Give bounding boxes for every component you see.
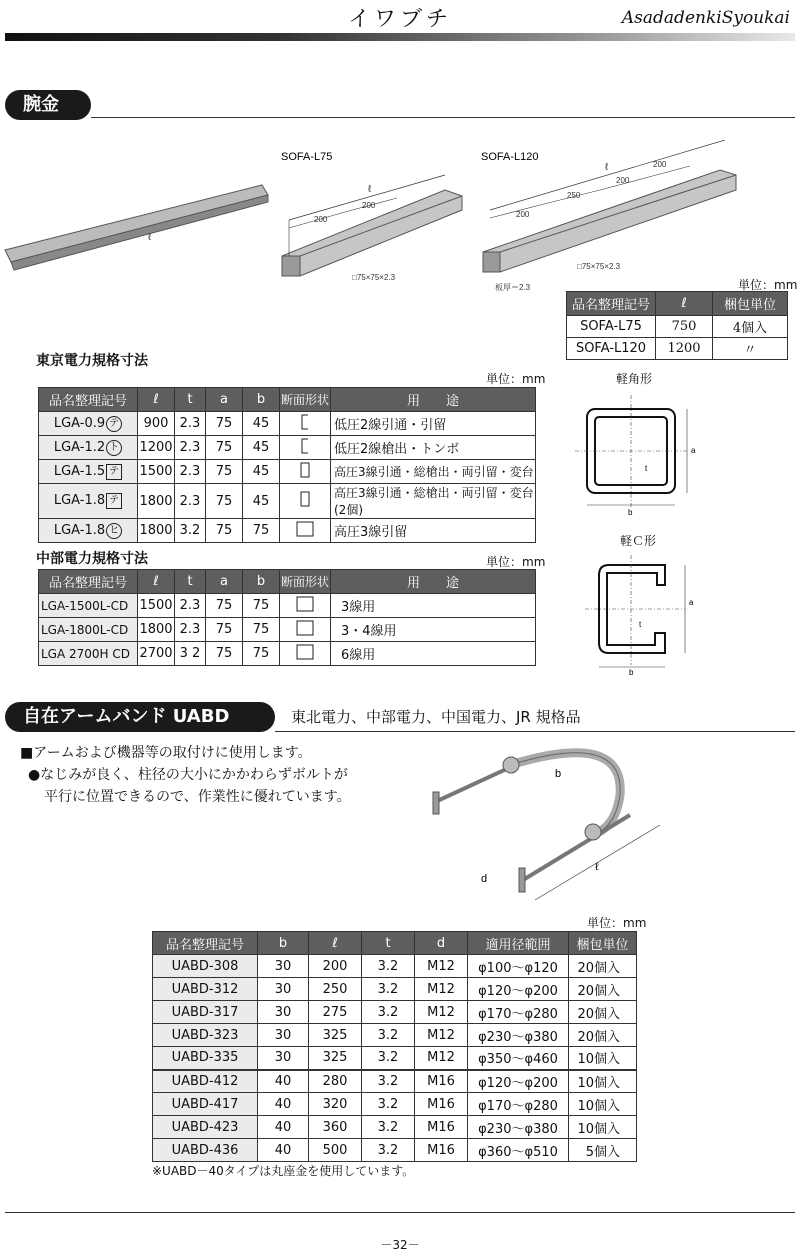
cell-col-1: 30	[258, 955, 309, 978]
cell-col-2: 275	[309, 1001, 362, 1024]
cell-l: 2700	[138, 642, 175, 666]
section-shape-icon	[294, 520, 316, 538]
cell-col-4: M16	[415, 1116, 468, 1139]
cell-t: 3.2	[175, 519, 206, 543]
cell-col-2: 325	[309, 1047, 362, 1070]
sofa-table	[566, 291, 788, 360]
square-section-diagram	[575, 395, 705, 525]
arm-band-illustration	[415, 740, 665, 915]
sofa-unit: 単位：mm	[738, 278, 798, 292]
cell-col-1: 30	[258, 978, 309, 1001]
svg-text:ℓ: ℓ	[148, 232, 152, 243]
cell-code: SOFA-L75	[567, 316, 656, 338]
table-row	[39, 642, 536, 666]
cell-col-3: 3.2	[362, 1047, 415, 1070]
cell-col-4: M12	[415, 955, 468, 978]
col-header: 品名整理記号	[39, 388, 138, 412]
cell-col-6: 5個入	[569, 1139, 637, 1162]
chubu-table	[38, 569, 536, 666]
cell-use: 3線用	[331, 594, 536, 618]
col-header: 品名整理記号	[567, 292, 656, 316]
svg-text:200: 200	[516, 210, 530, 219]
col-header: 梱包単位	[713, 292, 788, 316]
cell-col-5: φ170～φ280	[468, 1093, 569, 1116]
cell-col-2: 500	[309, 1139, 362, 1162]
cell-code: LGA 2700H CD	[39, 642, 138, 666]
cell-a: 75	[206, 594, 243, 618]
cell-a: 75	[206, 412, 243, 436]
dim-200-a: 200	[314, 215, 328, 224]
svg-text:t: t	[639, 620, 642, 629]
section-shape-icon	[294, 619, 316, 637]
label-sofa-l120: SOFA-L120	[481, 151, 539, 163]
cell-shape	[280, 484, 331, 519]
cell-b: 45	[243, 412, 280, 436]
cell-t: 2.3	[175, 436, 206, 460]
code-text: LGA-1.8	[53, 493, 106, 508]
cell-code	[39, 519, 138, 543]
tokyo-table	[38, 387, 536, 543]
arm-bar-illustration	[5, 185, 268, 270]
cell-l: 1500	[138, 594, 175, 618]
cell-t: 2.3	[175, 412, 206, 436]
cell-code	[39, 436, 138, 460]
table-row	[153, 1093, 637, 1116]
cell-col-5: φ350～φ460	[468, 1047, 569, 1070]
uabd-table	[152, 931, 637, 1162]
sofa-l75-illustration	[282, 175, 462, 282]
product-figures	[0, 140, 800, 300]
c-section-diagram	[585, 555, 705, 675]
cell-col-1: 40	[258, 1139, 309, 1162]
cell-a: 75	[206, 642, 243, 666]
col-header: b	[243, 388, 280, 412]
col-header: 品名整理記号	[153, 932, 258, 955]
tokyo-unit: 単位：mm	[486, 372, 546, 386]
footer-rule	[5, 1212, 795, 1213]
cell-use: 高圧3線引通・総槍出・両引留・変台(2個)	[331, 484, 536, 519]
col-header: b	[258, 932, 309, 955]
code-text: LGA-1.2	[53, 439, 106, 455]
cell-col-6: 10個入	[569, 1047, 637, 1070]
header-bar	[5, 33, 795, 41]
cell-col-1: 30	[258, 1047, 309, 1070]
table-row	[153, 1116, 637, 1139]
col-header: 用 途	[331, 570, 536, 594]
cell-b: 75	[243, 594, 280, 618]
cell-col-1: 40	[258, 1093, 309, 1116]
cell-b: 75	[243, 618, 280, 642]
cell-col-6: 20個入	[569, 1001, 637, 1024]
cell-shape	[280, 519, 331, 543]
cell-col-4: M16	[415, 1093, 468, 1116]
code-text: LGA-1.8	[53, 522, 106, 538]
cell-shape	[280, 412, 331, 436]
cell-use: 6線用	[331, 642, 536, 666]
note-line-3: 平行に位置できるので、作業性に優れています。	[44, 789, 351, 805]
svg-text:ℓ: ℓ	[595, 861, 599, 873]
svg-text:200: 200	[653, 160, 667, 169]
brand-name: AsadadenkiSyoukai	[621, 8, 790, 28]
cell-col-6: 20個入	[569, 1024, 637, 1047]
col-header: b	[243, 570, 280, 594]
cell-col-5: φ120～φ200	[468, 978, 569, 1001]
cell-col-4: M12	[415, 1001, 468, 1024]
cell-shape	[280, 460, 331, 484]
cell-b: 75	[243, 642, 280, 666]
c-shape-title: 軽Ｃ形	[620, 534, 657, 548]
cell-col-2: 360	[309, 1116, 362, 1139]
cell-t: 2.3	[175, 484, 206, 519]
cell-col-1: 30	[258, 1024, 309, 1047]
cell-col-4: M12	[415, 978, 468, 1001]
cell-t: 2.3	[175, 594, 206, 618]
code-mark: テ	[106, 464, 122, 480]
section-shape-icon	[294, 643, 316, 661]
col-header: t	[362, 932, 415, 955]
table-row	[153, 1024, 637, 1047]
cell-use: 3・4線用	[331, 618, 536, 642]
cell-t: 2.3	[175, 460, 206, 484]
col-header: ℓ	[138, 570, 175, 594]
cell-col-3: 3.2	[362, 1070, 415, 1093]
section-rule	[275, 731, 795, 732]
cell-code	[39, 484, 138, 519]
table-row	[39, 519, 536, 543]
cell-col-3: 3.2	[362, 978, 415, 1001]
table-row	[153, 1001, 637, 1024]
tokyo-title: 東京電力規格寸法	[36, 353, 148, 369]
table-row	[39, 594, 536, 618]
cell-a: 75	[206, 519, 243, 543]
cell-use: 高圧3線引通・総槍出・両引留・変台	[331, 460, 536, 484]
table-row	[567, 338, 788, 360]
cell-shape	[280, 618, 331, 642]
col-header: 品名整理記号	[39, 570, 138, 594]
section-heading-uabd: 自在アームバンド UABD	[5, 702, 275, 732]
cell-col-0: UABD-423	[153, 1116, 258, 1139]
table-row	[39, 618, 536, 642]
cell-use: 低圧2線引通・引留	[331, 412, 536, 436]
cell-col-0: UABD-412	[153, 1070, 258, 1093]
cell-l: 1200	[656, 338, 713, 360]
cell-col-4: M12	[415, 1047, 468, 1070]
svg-text:d: d	[481, 873, 488, 885]
col-header: ℓ	[138, 388, 175, 412]
uabd-footnote: ※UABD－40タイプは丸座金を使用しています。	[152, 1164, 415, 1178]
cell-col-3: 3.2	[362, 955, 415, 978]
svg-text:b: b	[628, 508, 633, 517]
cell-b: 45	[243, 484, 280, 519]
cell-col-0: UABD-335	[153, 1047, 258, 1070]
col-header: ℓ	[656, 292, 713, 316]
cell-l: 1500	[138, 460, 175, 484]
table-row	[153, 978, 637, 1001]
cell-col-6: 20個入	[569, 955, 637, 978]
cell-a: 75	[206, 436, 243, 460]
code-mark: ト	[106, 440, 122, 456]
cell-col-3: 3.2	[362, 1001, 415, 1024]
cell-col-4: M12	[415, 1024, 468, 1047]
cell-t: 2.3	[175, 618, 206, 642]
svg-text:ℓ: ℓ	[605, 162, 609, 173]
col-header: 梱包単位	[569, 932, 637, 955]
cell-col-1: 30	[258, 1001, 309, 1024]
cell-col-3: 3.2	[362, 1093, 415, 1116]
cell-col-1: 40	[258, 1070, 309, 1093]
svg-text:□75×75×2.3: □75×75×2.3	[577, 262, 621, 271]
cell-col-6: 10個入	[569, 1070, 637, 1093]
cell-col-3: 3.2	[362, 1024, 415, 1047]
code-text: LGA-1.5	[53, 463, 106, 479]
cell-use: 高圧3線引留	[331, 519, 536, 543]
cell-col-5: φ360～φ510	[468, 1139, 569, 1162]
col-header: 適用径範囲	[468, 932, 569, 955]
cell-col-2: 250	[309, 978, 362, 1001]
svg-text:250: 250	[567, 191, 581, 200]
cell-col-3: 3.2	[362, 1139, 415, 1162]
col-header: 用 途	[331, 388, 536, 412]
cell-col-5: φ170～φ280	[468, 1001, 569, 1024]
cell-code	[39, 460, 138, 484]
code-text: LGA-0.9	[53, 415, 106, 431]
label-sofa-l75: SOFA-L75	[281, 151, 333, 163]
cell-b: 45	[243, 436, 280, 460]
col-header: a	[206, 570, 243, 594]
section-shape-icon	[294, 490, 316, 508]
code-mark: テ	[106, 493, 122, 509]
table-row	[567, 316, 788, 338]
svg-text:a: a	[689, 598, 694, 607]
col-header: t	[175, 388, 206, 412]
page-number: －32－	[380, 1238, 420, 1252]
cell-l: 1800	[138, 519, 175, 543]
cell-col-5: φ100～φ120	[468, 955, 569, 978]
cell-a: 75	[206, 484, 243, 519]
cell-col-4: M16	[415, 1139, 468, 1162]
note-line-2: ●なじみが良く、柱径の大小にかかわらずボルトが	[28, 767, 348, 783]
cell-shape	[280, 642, 331, 666]
svg-text:t: t	[645, 464, 648, 473]
cell-code: LGA-1800L-CD	[39, 618, 138, 642]
square-shape-title: 軽角形	[616, 372, 653, 386]
col-header: ℓ	[309, 932, 362, 955]
table-row	[39, 460, 536, 484]
uabd-subtitle: 東北電力、中部電力、中国電力、JR 規格品	[291, 708, 581, 726]
cell-code: LGA-1500L-CD	[39, 594, 138, 618]
cell-b: 45	[243, 460, 280, 484]
table-row	[39, 436, 536, 460]
section-shape-icon	[294, 437, 316, 455]
table-row	[153, 1139, 637, 1162]
cell-l: 1800	[138, 618, 175, 642]
section-shape-icon	[294, 461, 316, 479]
cell-a: 75	[206, 618, 243, 642]
svg-text:200: 200	[616, 176, 630, 185]
col-header: 断面形状	[280, 388, 331, 412]
cell-col-0: UABD-308	[153, 955, 258, 978]
uabd-unit: 単位：mm	[587, 916, 647, 930]
cell-use: 低圧2線槍出・トンボ	[331, 436, 536, 460]
label-section-size: □75×75×2.3	[352, 273, 396, 282]
table-row	[39, 484, 536, 519]
cell-col-0: UABD-436	[153, 1139, 258, 1162]
svg-text:b: b	[555, 768, 562, 780]
cell-col-0: UABD-323	[153, 1024, 258, 1047]
chubu-title: 中部電力規格寸法	[36, 551, 148, 567]
code-mark: テ	[106, 416, 122, 432]
chubu-unit: 単位：mm	[486, 555, 546, 569]
cell-b: 75	[243, 519, 280, 543]
cell-code	[39, 412, 138, 436]
svg-text:ℓ: ℓ	[368, 184, 372, 195]
cell-shape	[280, 436, 331, 460]
cell-col-6: 20個入	[569, 978, 637, 1001]
section-heading-udegane: 腕金	[5, 90, 91, 120]
table-row	[39, 412, 536, 436]
svg-text:b: b	[629, 668, 634, 675]
cell-col-5: φ230～φ380	[468, 1116, 569, 1139]
cell-col-2: 320	[309, 1093, 362, 1116]
table-row	[153, 1047, 637, 1070]
cell-t: 3 2	[175, 642, 206, 666]
page-title: イワブチ	[347, 7, 452, 32]
cell-col-6: 10個入	[569, 1116, 637, 1139]
cell-shape	[280, 594, 331, 618]
col-header: 断面形状	[280, 570, 331, 594]
cell-col-4: M16	[415, 1070, 468, 1093]
section-rule	[91, 117, 795, 118]
cell-col-5: φ120～φ200	[468, 1070, 569, 1093]
cell-col-2: 200	[309, 955, 362, 978]
cell-col-2: 325	[309, 1024, 362, 1047]
col-header: a	[206, 388, 243, 412]
cell-code: SOFA-L120	[567, 338, 656, 360]
cell-col-0: UABD-317	[153, 1001, 258, 1024]
cell-pack: 4個入	[713, 316, 788, 338]
code-mark: ヒ	[106, 523, 122, 539]
cell-l: 900	[138, 412, 175, 436]
table-row	[153, 1070, 637, 1093]
cell-col-2: 280	[309, 1070, 362, 1093]
cell-l: 750	[656, 316, 713, 338]
note-line-1: ■アームおよび機器等の取付けに使用します。	[20, 745, 312, 761]
svg-text:板厚＝2.3: 板厚＝2.3	[495, 283, 531, 292]
table-row	[153, 955, 637, 978]
cell-col-0: UABD-312	[153, 978, 258, 1001]
cell-col-6: 10個入	[569, 1093, 637, 1116]
cell-col-0: UABD-417	[153, 1093, 258, 1116]
cell-l: 1800	[138, 484, 175, 519]
cell-a: 75	[206, 460, 243, 484]
svg-text:a: a	[691, 446, 696, 455]
col-header: t	[175, 570, 206, 594]
cell-col-3: 3.2	[362, 1116, 415, 1139]
cell-pack: 〃	[713, 338, 788, 360]
col-header: d	[415, 932, 468, 955]
cell-col-5: φ230～φ380	[468, 1024, 569, 1047]
dim-200-b: 200	[362, 201, 376, 210]
cell-l: 1200	[138, 436, 175, 460]
section-shape-icon	[294, 413, 316, 431]
section-shape-icon	[294, 595, 316, 613]
cell-col-1: 40	[258, 1116, 309, 1139]
